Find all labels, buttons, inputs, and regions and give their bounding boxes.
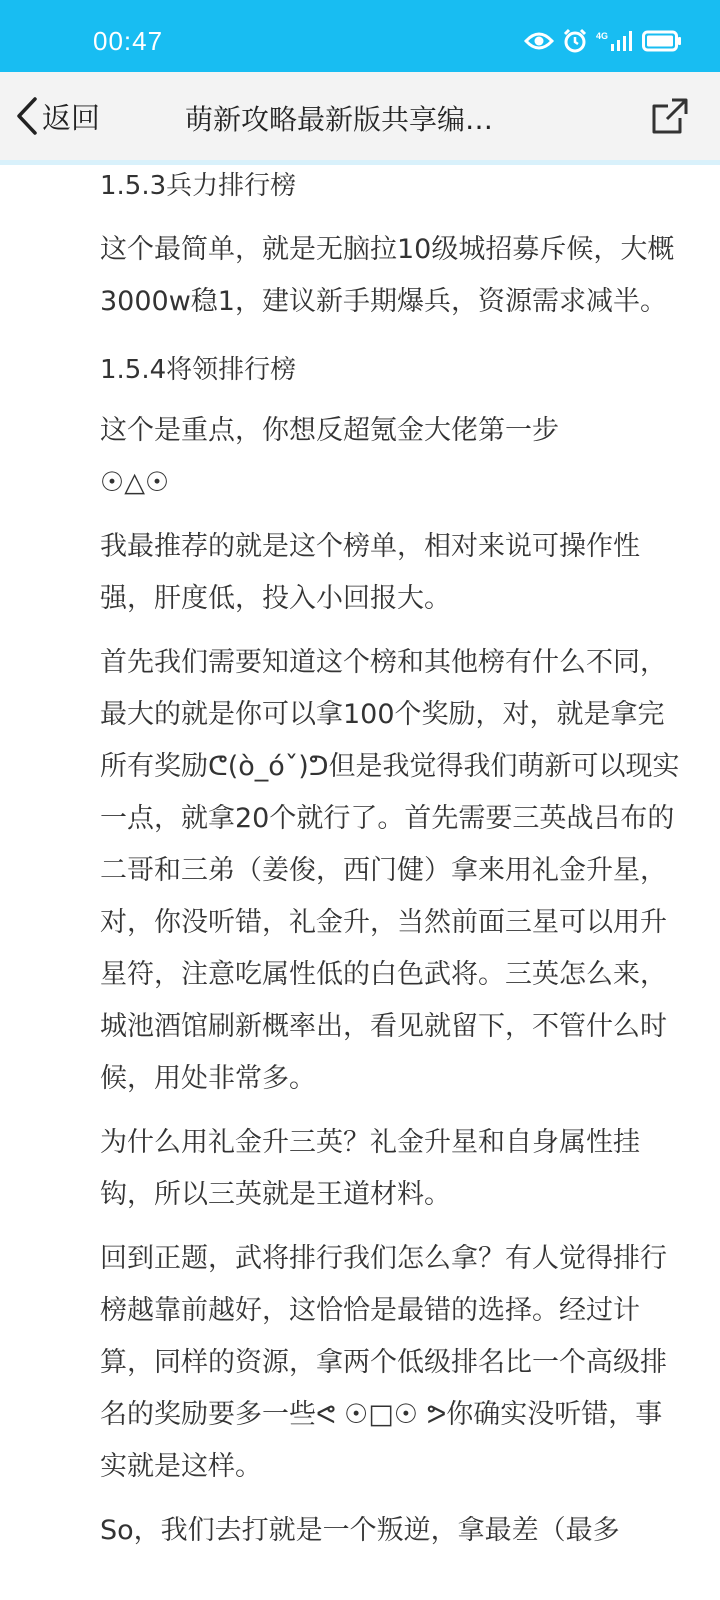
status-time: 00:47 bbox=[93, 26, 164, 56]
open-external-button[interactable] bbox=[650, 96, 690, 136]
back-button[interactable] bbox=[14, 92, 100, 140]
paragraph: 为什么用礼金升三英？礼金升星和自身属性挂钩，所以三英就是王道材料。 bbox=[100, 1127, 640, 1210]
back-label: 返回 bbox=[42, 100, 101, 135]
nav-bar bbox=[0, 72, 720, 165]
signal-icon bbox=[610, 30, 634, 52]
paragraph: 这个最简单，就是无脑拉10级城招募斥候，大概3000w稳1，建议新手期爆兵，资源需求减半。 bbox=[100, 234, 675, 317]
battery-icon bbox=[642, 30, 682, 52]
paragraph: 回到正题，武将排行我们怎么拿？有人觉得排行榜越靠前越好，这恰恰是最错的选择。经过计算，同样的资源，拿两个低级排名比一个高级排名的奖励要多一些ᕙ ☉□☉ ᕗ你确实没听错，事实就是这样。 bbox=[100, 1243, 667, 1482]
status-icons bbox=[524, 26, 682, 56]
alarm-icon bbox=[562, 28, 588, 54]
document-content[interactable] bbox=[0, 165, 720, 1600]
paragraph: 首先我们需要知道这个榜和其他榜有什么不同，最大的就是你可以拿100个奖励，对，就是拿完所有奖励ᕦ(ò_óˇ)ᕤ但是我觉得我们萌新可以现实一点，就拿20个就行了。首先需要三英战吕布的二哥和三弟（姜俊，西门健）拿来用礼金升星，对，你没听错，礼金升，当然前面三星可以用升星符，注意吃属性低的白色武将。三英怎么来，城池酒馆刷新概率出，看见就留下，不管什么时候，用处非常多。 bbox=[100, 647, 680, 1094]
open-external-icon bbox=[650, 96, 690, 136]
eye-comfort-icon bbox=[524, 30, 554, 52]
page-title: 萌新攻略最新版共享编… bbox=[185, 103, 494, 136]
status-bar bbox=[0, 0, 720, 72]
network-type: 4G bbox=[595, 30, 608, 41]
paragraph: 这个是重点，你想反超氪金大佬第一步 ☉△☉ bbox=[100, 415, 559, 498]
paragraph: 我最推荐的就是这个榜单，相对来说可操作性强，肝度低，投入小回报大。 bbox=[100, 531, 640, 614]
paragraph: So，我们去打就是一个叛逆，拿最差（最多 bbox=[100, 1515, 620, 1546]
chevron-left-icon bbox=[14, 95, 40, 137]
section-heading-1-5-3: 1.5.3兵力排行榜 bbox=[100, 171, 297, 201]
section-heading-1-5-4: 1.5.4将领排行榜 bbox=[100, 355, 297, 385]
